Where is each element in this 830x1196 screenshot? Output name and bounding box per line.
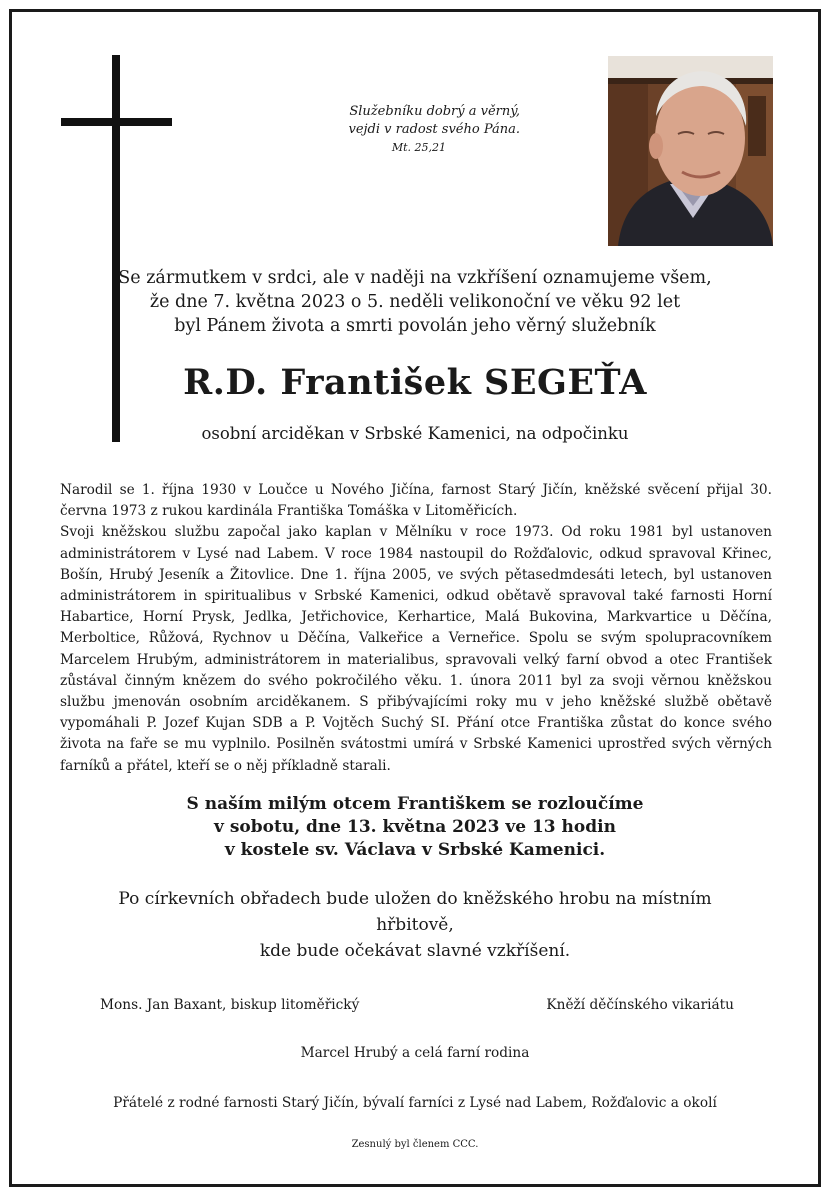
signature-friends: Přátelé z rodné farnosti Starý Jičín, bývalí farníci z Lysé nad Labem, Rožďalovic a okolí — [113, 1095, 717, 1111]
verse-line-1: Služebníku dobrý a věrný, — [349, 104, 520, 119]
deceased-name: R.D. František SEGEŤA — [183, 362, 647, 403]
signature-vicariate: Kněží děčínského vikariátu — [546, 997, 734, 1013]
farewell-line-3: v kostele sv. Václava v Srbské Kamenici. — [224, 840, 606, 860]
verse-reference: Mt. 25,21 — [391, 141, 446, 154]
signature-bishop: Mons. Jan Baxant, biskup litoměřický — [100, 997, 360, 1013]
farewell-line-2: v sobotu, dne 13. května 2023 ve 13 hodin — [214, 817, 616, 837]
signature-family: Marcel Hrubý a celá farní rodina — [300, 1045, 530, 1061]
burial-line-2: kde bude očekávat slavné vzkříšení. — [259, 941, 571, 961]
footnote: Zesnulý byl členem CCC. — [351, 1139, 479, 1150]
biography-paragraph-2: Svoji kněžskou službu započal jako kaplan v Mělníku v roce 1973. Od roku 1981 byl ustanoven administrátorem v Lysé nad Labem. V roce 1984 nastoupil do Rožďalovic, odkud spravoval Křinec, Bošín, Hrubý Jeseník a Žitovlice. Dne 1. října 2005, ve svých pětasedmdesáti letech, byl ustanoven administrátorem in spiritualibus v Srbské Kamenici, odkud obětavě spravoval také farnosti Horní Habartice, Horní Prysk, Jedlka, Jetřichovice, Kerhartice, Malá Bukovina, Markvartice u Děčína, Merboltice, Růžová, Rychnov u Děčína, Valkeřice a Verneřice. Spolu se svým spolupracovníkem Marcelem Hrubým, administrátorem in materialibus, spravovali velký farní obvod a otec František zůstával činným knězem do svého pokročilého věku. 1. února 2011 byl za svoji věrnou kněžskou službu jmenován osobním arciděkanem. S přibývajícími roky mu v jeho kněžské službě obětavě vypomáhali P. Jozef Kujan SDB a P. Vojtěch Suchý SI. Přání otce Františka zůstat do konce svého života na faře se mu vyplnilo. Posilněn svátostmi umírá v Srbské Kamenici uprostřed svých věrných farníků a přátel, kteří se o něj příkladně starali. — [60, 524, 772, 774]
farewell-info — [100, 793, 730, 862]
biography-paragraph-1: Narodil se 1. října 1930 v Loučce u Nového Jičína, farnost Starý Jičín, kněžské svěcení přijal 30. června 1973 z rukou kardinála Františka Tomáška v Litoměřicích. — [60, 482, 772, 520]
announcement-line-3: byl Pánem života a smrti povolán jeho věrný služebník — [174, 316, 656, 336]
bible-verse — [300, 103, 520, 157]
portrait-photo — [608, 56, 773, 246]
announcement-line-2: že dne 7. května 2023 o 5. neděli velikonoční ve věku 92 let — [149, 292, 681, 312]
announcement — [100, 266, 730, 338]
burial-line-1: Po církevních obřadech bude uložen do kněžského hrobu na místním hřbitově, — [118, 889, 712, 935]
announcement-line-1: Se zármutkem v srdci, ale v naději na vzkříšení oznamujeme všem, — [118, 268, 712, 288]
farewell-line-1: S naším milým otcem Františkem se rozloučíme — [186, 794, 644, 814]
verse-line-2: vejdi v radost svého Pána. — [348, 122, 520, 137]
burial-info — [80, 886, 750, 964]
biography — [60, 480, 772, 777]
deceased-title: osobní arciděkan v Srbské Kamenici, na odpočinku — [201, 424, 629, 443]
cross-icon-bar — [61, 118, 172, 126]
